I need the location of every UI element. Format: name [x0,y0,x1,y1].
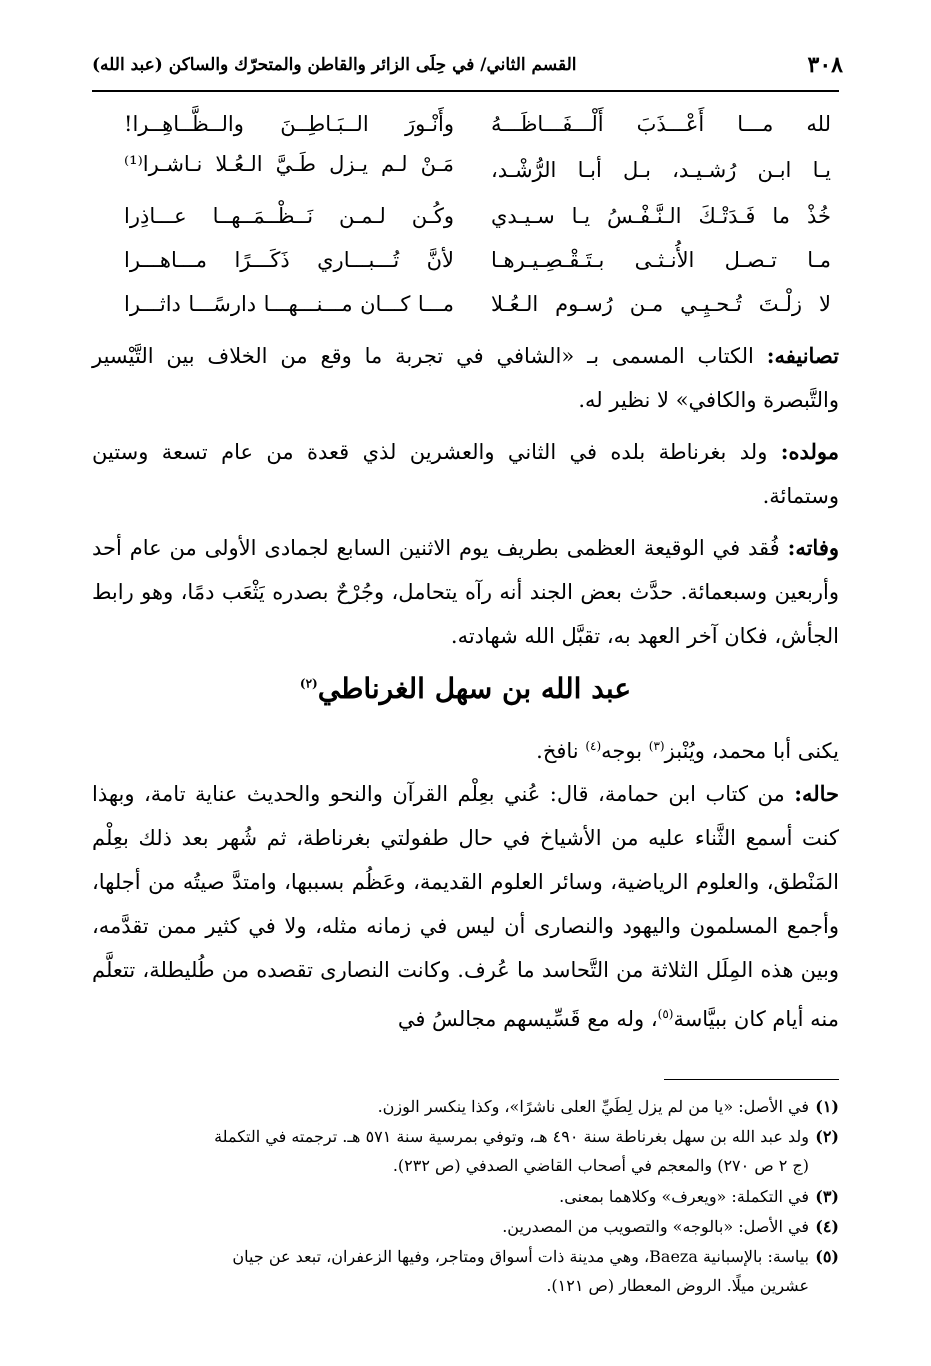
verse-2-second-hemistich: مَـنْ لـم يـزل طَـيَّ الـعُـلا نـاشـرا⁽¹⁾ [124,152,454,176]
hal-text-a: من كتاب ابن حمامة، قال: عُني بعِلْم القرآن والنحو والحديث عناية تامة، وبهذا كنت أسمع الثَّناء عليه من الأشياخ في حال طفولتي بغرناطة، ثم شُهر بعد ذلك بعِلْم المَنْطق، والعلوم الرياضية، وسائر العلوم القديمة، وعَظُم بسببها، وامتدَّ صيتُه من أجلها، وأجمع المسلمون واليهود والنصارى أن ليس في زمانه مثله، ولا في كثير ممن تقدَّمه، وبين هذه المِلَل الثلاثة من التَّحاسد ما عُرف. وكانت النصارى تقصده من طُليطلة، تتعلَّم منه أيام كان ببيَّاسة [92,782,839,1031]
mawlid-paragraph [92,430,839,518]
kunya-text-a: يكنى أبا محمد، ويُنْبز [664,739,839,763]
verse-4-second-hemistich: لأنَّ تُـــبـــاري ذَكَـــرًا مـــاهـــرا [124,248,454,272]
kunya-text-b: بوجه [601,739,649,763]
verse-5-first-hemistich: لا زلْـتَ تُـحـيِـي مـن رُسـوم الـعُـلا [491,292,831,316]
running-title: القسم الثاني/ في حِلَى الزائر والقاطن والمتحرّك والساكن (عبد الله) [92,55,577,75]
footnote-rule [664,1079,839,1080]
footnote-2 [92,1122,839,1180]
entry-title-footnote-ref: (٢) [299,676,318,691]
footnote-4-text: في الأصل: «بالوجه» والتصويب من المصدرين. [502,1217,809,1236]
footnote-5-number: (٥) [815,1247,839,1266]
verse-3-first-hemistich: خُذْ ما فَـدَتْـكَ الـنَّـفْـسُ يـا سـيـدي [491,204,831,228]
footnote-3-text: في التكملة: «ويعرف» وكلاهما بمعنى. [559,1187,809,1206]
footnote-2-number: (٢) [815,1127,839,1146]
footnote-3-number: (٣) [815,1187,839,1206]
verse-5-second-hemistich: مـــا كـــان مـــنـــهـــا دارسًـــا داثـــرا [124,292,454,316]
footnote-5 [92,1242,839,1300]
entry-title-text: عبد الله بن سهل الغرناطي [317,672,632,705]
page-number: ٣٠٨ [807,52,843,78]
footnote-2-continuation: (ج ٢ ص ٢٧٠) والمعجم في أصحاب القاضي الصدفي (ص ٢٣٢). [392,1156,809,1175]
tasanif-text: الكتاب المسمى بـ «الشافي في تجربة ما وقع من الخلاف بين التَّيْسير والتَّبصرة والكافي» لا نظير له. [92,344,839,412]
verse-3-second-hemistich: وكُـن لـمـن نَــظْــمَــهــا عـــاذِرا [124,204,454,228]
mawlid-text: ولد بغرناطة بلده في الثاني والعشرين لذي قعدة من عام تسعة وستين وستمائة. [92,440,839,508]
footnote-2-text: ولد عبد الله بن سهل بغرناطة سنة ٤٩٠ هـ، وتوفي بمرسية سنة ٥٧١ هـ. ترجمته في التكملة [214,1127,809,1146]
verse-2-first-hemistich: يـا ابـن رُشـيـد، بـل أبـا الرُّشْـد، [491,158,831,182]
footnote-1-text: في الأصل: «يا من لم يزل لِطَيِّ العلى ناشرًا»، وكذا ينكسر الوزن. [377,1097,809,1116]
hal-text-b: ، وله مع قَسِّيسهم مجالسُ في [397,1007,658,1031]
footnote-1-number: (١) [815,1097,839,1116]
verse-1-first-hemistich: لله مـــا أَعْـــذَبَ أَلْـــفَـــاظَـــهُ [491,112,831,136]
entry-title [0,672,931,705]
wafat-paragraph [92,526,839,658]
footnote-4 [92,1212,839,1241]
kunya-footnote-ref-3: (٣) [648,739,665,753]
tasanif-paragraph [92,334,839,422]
mawlid-label: مولده: [780,439,839,464]
kunya-text-c: نافخ. [536,739,586,763]
kunya-footnote-ref-4: (٤) [585,739,602,753]
footnote-1 [92,1092,839,1121]
wafat-text: فُقد في الوقيعة العظمى بطريف يوم الاثنين السابع لجمادى الأولى من عام أحد وأربعين وسبعمائة. حدَّث بعض الجند أنه رآه يتحامل، وجُرْحٌ بصدره يَثْعَب دمًا، وهو رابط الجأش، فكان آخر العهد به، تقبَّل الله شهادته. [92,536,839,648]
footnote-4-number: (٤) [815,1217,839,1236]
hal-footnote-ref-5: (٥) [657,1007,674,1021]
hal-paragraph [92,772,839,1041]
tasanif-label: تصانيفه: [766,343,839,368]
footnote-5-text: بياسة: بالإسبانية Baeza، وهي مدينة ذات أسواق ومتاجر، وفيها الزعفران، تبعد عن جيان [232,1247,809,1266]
verse-4-first-hemistich: مـا تـصـل الأُنـثـى بـتَـقْـصِـيـرهـا [491,248,831,272]
footnote-5-continuation: عشرين ميلًا. الروض المعطار (ص ١٢١). [546,1276,809,1295]
verse-1-second-hemistich: وأَنْـورَ الــبَـاطِــنَ والــظَّــاهِــرا! [124,112,454,136]
hal-label: حاله: [794,781,839,806]
header-rule [92,90,839,92]
wafat-label: وفاته: [787,535,839,560]
kunya-line [92,724,839,773]
footnote-3 [92,1182,839,1211]
